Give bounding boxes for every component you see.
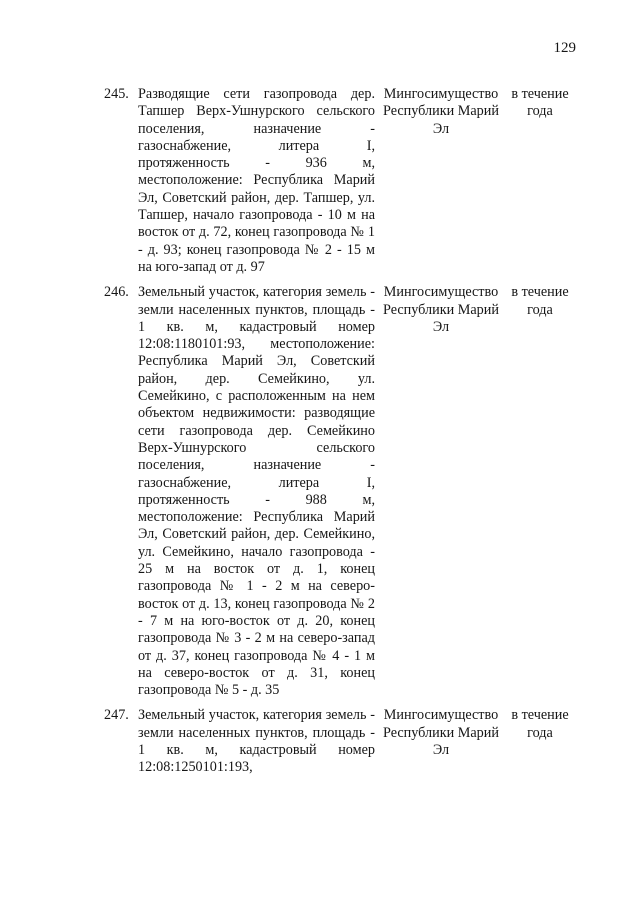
item-owner: Мингосимущество Республики Марий Эл [383, 86, 499, 137]
item-description: Разводящие сети газопровода дер. Тапшер Верх-Ушнурского сельского поселения, назначение - газоснабжение, литера I, протяженность - 936 м, местоположение: Республика Марий Эл, Советский район, дер. Тапшер, ул. Тапшер, начало газопровода - 10 м на восток от д. 72, конец газопровода № 1 - д. 93; конец газопровода № 2 - 15 м на юго-запад от д. 97 [138, 86, 375, 275]
item-number: 245. [104, 86, 129, 102]
item-term: в течение года [511, 707, 569, 741]
item-owner: Мингосимущество Республики Марий Эл [383, 707, 499, 758]
item-description: Земельный участок, категория земель - земли населенных пунктов, площадь - 1 кв. м, кадастровый номер 12:08:1250101:193, [138, 707, 375, 776]
item-description: Земельный участок, категория земель - земли населенных пунктов, площадь - 1 кв. м, кадастровый номер 12:08:1180101:93, местоположение: Республика Марий Эл, Советский район, дер. Семейкино, ул. Семейкино, с расположенным на нем объектом недвижимости: разводящие сети газопровода дер. Семейкино Верх-Ушнурского сельского поселения, назначение - газоснабжение, литера I, протяженность - 988 м, местоположение: Республика Марий Эл, Советский район, дер. Семейкино, ул. Семейкино, начало газопровода - 25 м на восток от д. 1, конец газопровода № 1 - 2 м на северо-восток от д. 13, конец газопровода № 2 - 7 м на юго-восток от д. 20, конец газопровода № 3 - 2 м на северо-запад от д. 37, конец газопровода № 4 - 1 м на северо-восток от д. 31, конец газопровода № 5 - д. 35 [138, 284, 375, 699]
list-item [104, 284, 584, 699]
item-number: 247. [104, 707, 129, 724]
item-number: 246. [104, 284, 129, 301]
item-term: в течение года [511, 86, 569, 120]
item-owner: Мингосимущество Республики Марий Эл [383, 284, 499, 335]
item-term: в течение года [511, 284, 569, 318]
list-item [104, 707, 584, 776]
list-item [104, 86, 584, 276]
property-list [104, 86, 584, 785]
page-number: 129 [553, 40, 576, 56]
